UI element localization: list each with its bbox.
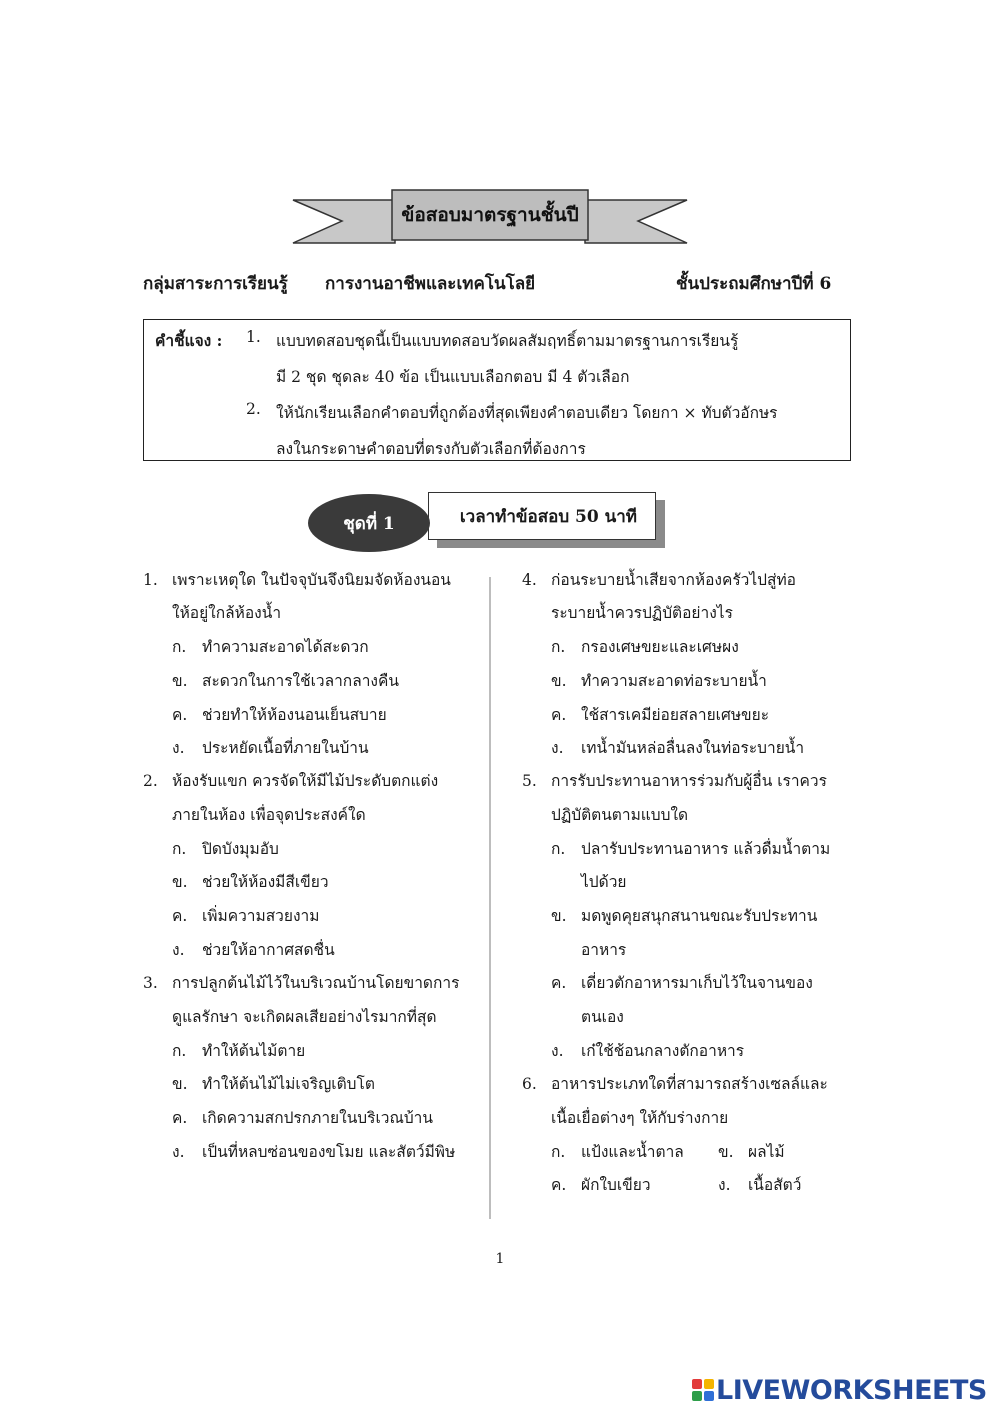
choice-text: ทำให้ต้นไม้ตาย (202, 1042, 306, 1060)
set-label: ชุดที่ 1 (343, 513, 395, 534)
choice-text: เป็นที่หลบซ่อนของขโมย และสัตว์มีพิษ (202, 1143, 456, 1161)
choice-letter: ก. (172, 1042, 187, 1060)
choice-letter: ข. (551, 672, 567, 690)
choice-text: อาหาร (581, 941, 627, 959)
choice-letter: ก. (172, 840, 187, 858)
choice-letter: ข. (172, 1075, 188, 1093)
question-text: ดูแลรักษา จะเกิดผลเสียอย่างไรมากที่สุด (172, 1008, 437, 1026)
choice-letter: ง. (718, 1176, 731, 1194)
choice-text: ปิดบังมุมอับ (202, 840, 279, 858)
instruction-number: 1. (246, 328, 261, 346)
choice-text: ใช้สารเคมีย่อยสลายเศษขยะ (581, 706, 770, 724)
exam-time: เวลาทำข้อสอบ 50 นาที (459, 506, 637, 527)
choice-text: เดี่ยวตักอาหารมาเก็บไว้ในจานของ (581, 974, 813, 992)
choice-text: ทำความสะอาดได้สะดวก (202, 638, 369, 656)
liveworksheets-logo-icon (692, 1379, 714, 1401)
time-box (428, 492, 656, 540)
choice-letter: ข. (718, 1143, 734, 1161)
set-badge (308, 494, 430, 552)
choice-text: เก๋ใช้ช้อนกลางตักอาหาร (581, 1042, 745, 1060)
subject-label: กลุ่มสาระการเรียนรู้ (143, 274, 288, 294)
question-number: 2. (143, 772, 158, 790)
choice-text: มดพูดคุยสนุกสนานขณะรับประทาน (581, 907, 818, 925)
liveworksheets-logo[interactable] (692, 1372, 987, 1408)
choice-letter: ก. (551, 638, 566, 656)
choice-letter: ค. (551, 706, 567, 724)
choice-letter: ง. (551, 1042, 564, 1060)
choice-letter: ง. (551, 739, 564, 757)
instruction-number: 2. (246, 400, 261, 418)
question-number: 4. (522, 571, 537, 589)
choice-text: ผลไม้ (748, 1143, 785, 1161)
choice-letter: ข. (172, 873, 188, 891)
choice-letter: ง. (172, 739, 185, 757)
subject-name: การงานอาชีพและเทคโนโลยี (325, 274, 536, 294)
choice-text: ไปด้วย (581, 873, 627, 891)
question-text: อาหารประเภทใดที่สามารถสร้างเซลล์และ (551, 1075, 828, 1093)
banner-title: ข้อสอบมาตรฐานชั้นปี (401, 204, 579, 226)
question-text: ปฏิบัติตนตามแบบใด (551, 806, 689, 824)
question-text: ภายในห้อง เพื่อจุดประสงค์ใด (172, 806, 366, 824)
question-number: 3. (143, 974, 158, 992)
question-text: ห้องรับแขก ควรจัดให้มีไม้ประดับตกแต่ง (172, 772, 439, 790)
choice-text: ประหยัดเนื้อที่ภายในบ้าน (202, 739, 369, 757)
choice-text: สะดวกในการใช้เวลากลางคืน (202, 672, 399, 690)
choice-text: ผักใบเขียว (581, 1176, 651, 1194)
choice-text: ปลารับประทานอาหาร แล้วดื่มน้ำตาม (581, 840, 831, 858)
instruction-text: ลงในกระดาษคำตอบที่ตรงกับตัวเลือกที่ต้องการ (276, 440, 586, 458)
instructions-label: คำชี้แจง : (155, 331, 223, 350)
choice-text: ตนเอง (581, 1008, 624, 1026)
choice-text: ช่วยให้อากาศสดชื่น (202, 941, 335, 959)
question-text: ก่อนระบายน้ำเสียจากห้องครัวไปสู่ท่อ (551, 571, 796, 589)
page-number: 1 (495, 1251, 505, 1267)
choice-letter: ข. (172, 672, 188, 690)
choice-text: เพิ่มความสวยงาม (202, 907, 320, 925)
choice-letter: ค. (551, 974, 567, 992)
choice-letter: ก. (551, 1143, 566, 1161)
question-number: 6. (522, 1075, 537, 1093)
choice-letter: ง. (172, 941, 185, 959)
choice-text: ทำความสะอาดท่อระบายน้ำ (581, 672, 767, 690)
grade-level: ชั้นประถมศึกษาปีที่ 6 (676, 274, 832, 294)
question-text: ระบายน้ำควรปฏิบัติอย่างไร (551, 604, 733, 622)
choice-letter: ค. (172, 706, 188, 724)
choice-letter: ค. (172, 907, 188, 925)
instruction-text: ให้นักเรียนเลือกคำตอบที่ถูกต้องที่สุดเพียงคำตอบเดียว โดยกา × ทับตัวอักษร (276, 404, 778, 422)
choice-text: ช่วยให้ห้องมีสีเขียว (202, 873, 329, 891)
instruction-text: แบบทดสอบชุดนี้เป็นแบบทดสอบวัดผลสัมฤทธิ์ตามมาตรฐานการเรียนรู้ (276, 332, 739, 350)
choice-text: ช่วยทำให้ห้องนอนเย็นสบาย (202, 706, 387, 724)
choice-text: ทำให้ต้นไม้ไม่เจริญเติบโต (202, 1075, 375, 1093)
choice-text: เทน้ำมันหล่อลื่นลงในท่อระบายน้ำ (581, 739, 805, 757)
choice-letter: ก. (551, 840, 566, 858)
choice-letter: ก. (172, 638, 187, 656)
column-divider (489, 577, 491, 1219)
choice-text: เกิดความสกปรกภายในบริเวณบ้าน (202, 1109, 433, 1127)
choice-text: เนื้อสัตว์ (748, 1176, 802, 1194)
question-number: 1. (143, 571, 158, 589)
question-text: เพราะเหตุใด ในปัจจุบันจึงนิยมจัดห้องนอน (172, 571, 451, 589)
choice-text: กรองเศษขยะและเศษผง (581, 638, 739, 656)
question-text: เนื้อเยื่อต่างๆ ให้กับร่างกาย (551, 1109, 729, 1127)
question-text: การรับประทานอาหารร่วมกับผู้อื่น เราควร (551, 772, 827, 790)
question-text: ให้อยู่ใกล้ห้องน้ำ (172, 604, 282, 622)
question-number: 5. (522, 772, 537, 790)
choice-letter: ค. (172, 1109, 188, 1127)
choice-letter: ค. (551, 1176, 567, 1194)
choice-letter: ข. (551, 907, 567, 925)
choice-text: แป้งและน้ำตาล (581, 1143, 684, 1161)
choice-letter: ง. (172, 1143, 185, 1161)
instruction-text: มี 2 ชุด ชุดละ 40 ข้อ เป็นแบบเลือกตอบ มี 4 ตัวเลือก (276, 368, 630, 386)
question-text: การปลูกต้นไม้ไว้ในบริเวณบ้านโดยขาดการ (172, 974, 460, 992)
brand-text: LIVEWORKSHEETS (716, 1374, 987, 1406)
